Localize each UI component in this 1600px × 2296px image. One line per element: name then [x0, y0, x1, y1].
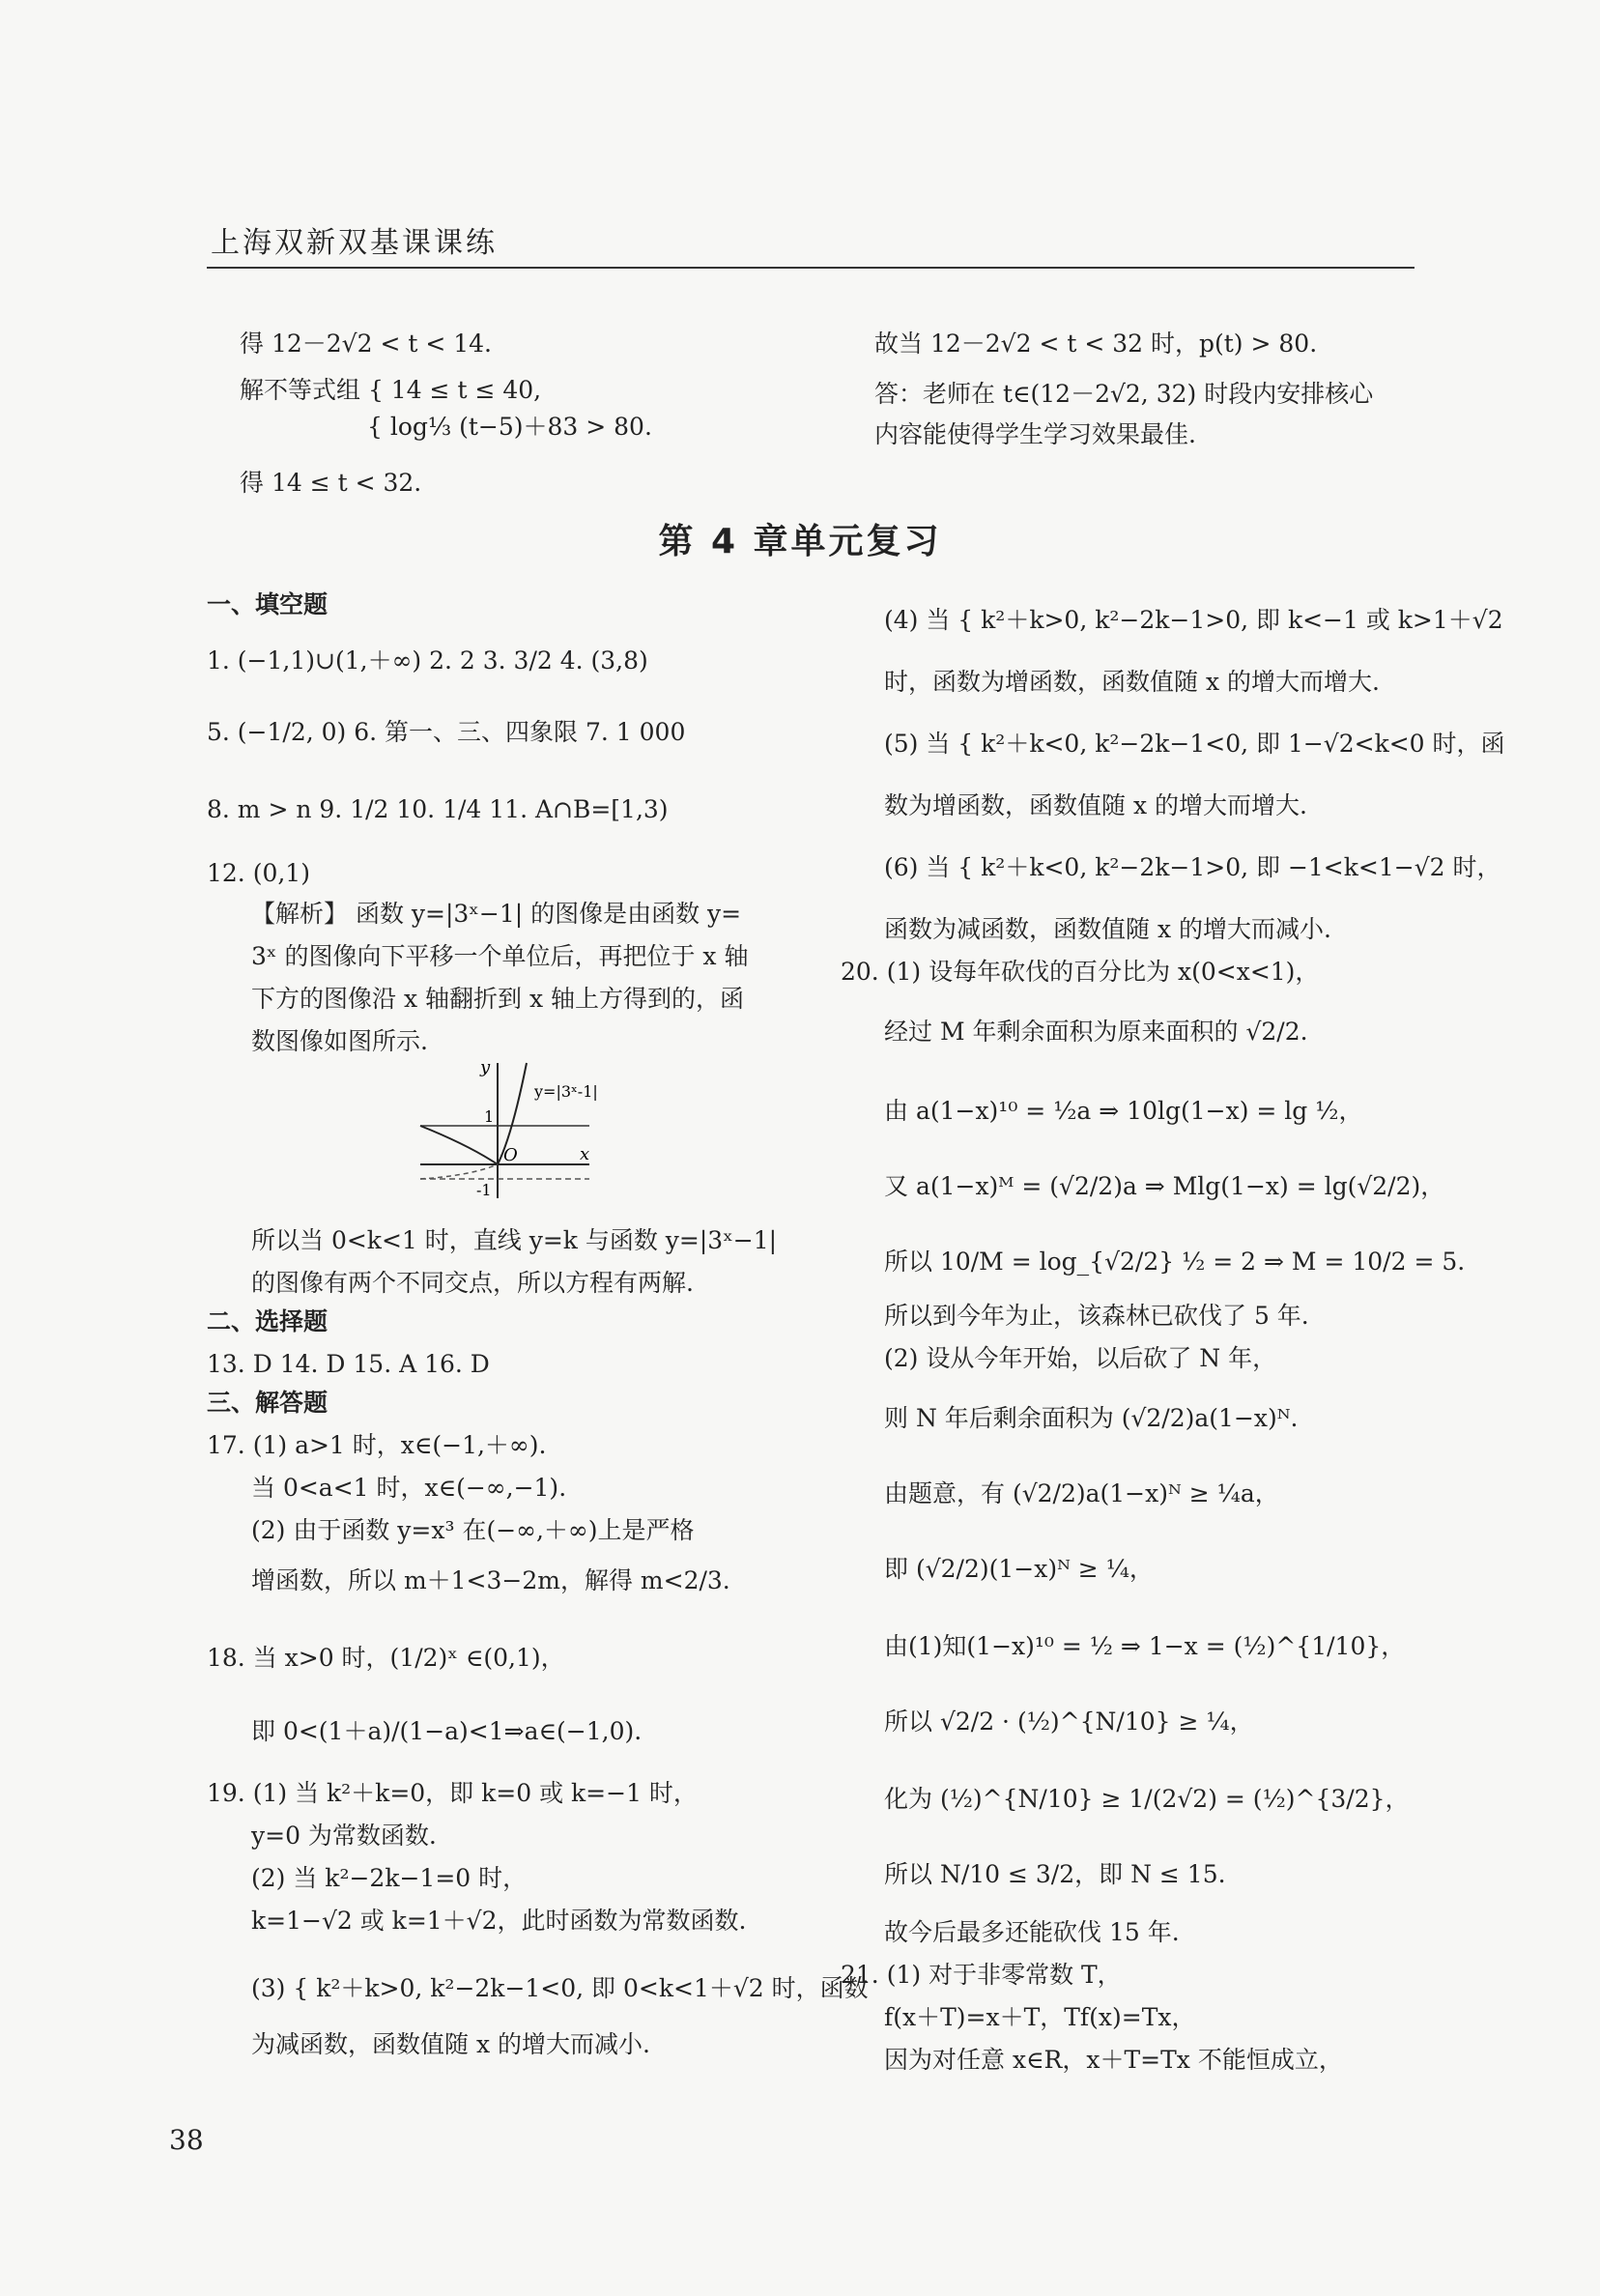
solution-line: (4) 当 { k²＋k>0, k²−2k−1>0, 即 k<−1 或 k>1＋√2 — [884, 606, 1503, 634]
solution-line: 增函数，所以 m＋1<3−2m，解得 m<2/3. — [251, 1566, 730, 1594]
section-fill-in: 一、填空题 — [207, 590, 329, 618]
solution-line: f(x＋T)=x＋T，Tf(x)=Tx， — [884, 2003, 1196, 2031]
solution-line: 又 a(1−x)ᴹ = (√2/2)a ⇒ Mlg(1−x) = lg(√2/2)， — [884, 1172, 1445, 1200]
solution-line: (2) 设从今年开始，以后砍了 N 年， — [884, 1344, 1277, 1372]
top-right-line-3: 内容能使得学生学习效果最佳. — [874, 420, 1196, 448]
x-axis-label: x — [580, 1144, 590, 1164]
solution-line: (2) 当 k²−2k−1=0 时， — [251, 1864, 528, 1892]
solution-line: 时，函数为增函数，函数值随 x 的增大而增大. — [884, 668, 1380, 696]
solution-line: 函数为减函数，函数值随 x 的增大而减小. — [884, 915, 1331, 943]
solution-line: 故今后最多还能砍伐 15 年. — [884, 1918, 1180, 1946]
solution-line: 当 0<a<1 时，x∈(−∞,−1). — [251, 1474, 567, 1502]
page-number: 38 — [169, 2124, 204, 2156]
top-left-line-1: 得 12－2√2 < t < 14. — [240, 330, 492, 358]
chapter-title: 第 4 章单元复习 — [658, 522, 942, 561]
solution-line: 则 N 年后剩余面积为 (√2/2)a(1−x)ᴺ. — [884, 1404, 1299, 1432]
reflected-curve — [420, 1164, 498, 1179]
solution-line: 化为 (½)^{N/10} ≥ 1/(2√2) = (½)^{3/2}， — [884, 1785, 1410, 1813]
curve-label: y=|3ˣ-1| — [534, 1082, 598, 1101]
header-rule — [207, 267, 1414, 269]
solution-line: 即 0<(1＋a)/(1−a)<1⇒a∈(−1,0). — [251, 1717, 643, 1745]
answer-line: 5. (−1/2, 0) 6. 第一、三、四象限 7. 1 000 — [207, 718, 686, 746]
origin-label: O — [503, 1145, 518, 1165]
solution-line: 19. (1) 当 k²＋k=0，即 k=0 或 k=−1 时， — [207, 1779, 698, 1807]
solution-line: 17. (1) a>1 时，x∈(−1,＋∞). — [207, 1431, 547, 1459]
analysis-line: 【解析】 函数 y=|3ˣ−1| 的图像是由函数 y= — [251, 900, 742, 928]
function-graph — [411, 1058, 604, 1203]
running-header: 上海双新双基课课练 — [211, 226, 498, 260]
analysis-line: 的图像有两个不同交点，所以方程有两解. — [251, 1269, 694, 1297]
analysis-line: 3ˣ 的图像向下平移一个单位后，再把位于 x 轴 — [251, 942, 749, 970]
tick-one-label: 1 — [484, 1107, 495, 1126]
solution-line: 由题意，有 (√2/2)a(1−x)ᴺ ≥ ¼a， — [884, 1479, 1279, 1507]
solution-line: 20. (1) 设每年砍伐的百分比为 x(0<x<1)， — [841, 958, 1320, 986]
analysis-line: 下方的图像沿 x 轴翻折到 x 轴上方得到的，函 — [251, 985, 744, 1013]
tick-neg-one-label: -1 — [476, 1181, 492, 1199]
solution-line: 由(1)知(1−x)¹⁰ = ½ ⇒ 1−x = (½)^{1/10}， — [884, 1632, 1406, 1660]
section-choice: 二、选择题 — [207, 1307, 329, 1335]
solution-line: 所以到今年为止，该森林已砍伐了 5 年. — [884, 1302, 1309, 1330]
top-left-line-4: 得 14 ≤ t < 32. — [240, 469, 422, 497]
solution-line: (2) 由于函数 y=x³ 在(−∞,＋∞)上是严格 — [251, 1516, 695, 1544]
y-axis-label: y — [480, 1058, 491, 1077]
solution-line: (5) 当 { k²＋k<0, k²−2k−1<0, 即 1−√2<k<0 时，函 — [884, 730, 1505, 758]
answer-line: 13. D 14. D 15. A 16. D — [207, 1350, 490, 1378]
analysis-line: 数图像如图所示. — [251, 1027, 428, 1055]
answer-line: 12. (0,1) — [207, 859, 310, 887]
top-left-line-2: 解不等式组 { 14 ≤ t ≤ 40, — [240, 376, 542, 404]
solution-line: (6) 当 { k²＋k<0, k²−2k−1>0, 即 −1<k<1−√2 时， — [884, 853, 1501, 881]
solution-line: 所以 N/10 ≤ 3/2，即 N ≤ 15. — [884, 1860, 1226, 1888]
answer-line: 1. (−1,1)∪(1,＋∞) 2. 2 3. 3/2 4. (3,8) — [207, 646, 648, 674]
solution-line: y=0 为常数函数. — [251, 1822, 437, 1850]
solution-line: 因为对任意 x∈R，x＋T=Tx 不能恒成立， — [884, 2046, 1343, 2074]
solution-line: 21. (1) 对于非零常数 T， — [841, 1961, 1122, 1989]
solution-line: 所以 10/M = log_{√2/2} ½ = 2 ⇒ M = 10/2 = 5. — [884, 1248, 1466, 1276]
solution-line: 数为增函数，函数值随 x 的增大而增大. — [884, 791, 1307, 819]
top-left-line-3: { log⅓ (t−5)＋83 > 80. — [367, 413, 652, 441]
solution-line: k=1−√2 或 k=1＋√2，此时函数为常数函数. — [251, 1907, 747, 1935]
solution-line: 即 (√2/2)(1−x)ᴺ ≥ ¼， — [884, 1555, 1154, 1583]
solution-line: 18. 当 x>0 时，(1/2)ˣ ∈(0,1)， — [207, 1644, 565, 1672]
analysis-line: 所以当 0<k<1 时，直线 y=k 与函数 y=|3ˣ−1| — [251, 1226, 778, 1254]
solution-line: 经过 M 年剩余面积为原来面积的 √2/2. — [884, 1018, 1308, 1046]
solution-line: (3) { k²＋k>0, k²−2k−1<0, 即 0<k<1＋√2 时，函数 — [251, 1974, 869, 2002]
solution-line: 为减函数，函数值随 x 的增大而减小. — [251, 2030, 650, 2058]
solution-line: 由 a(1−x)¹⁰ = ½a ⇒ 10lg(1−x) = lg ½， — [884, 1097, 1363, 1125]
top-right-line-2: 答：老师在 t∈(12－2√2, 32) 时段内安排核心 — [874, 380, 1374, 408]
section-solution: 三、解答题 — [207, 1389, 329, 1417]
answer-line: 8. m > n 9. 1/2 10. 1/4 11. A∩B=[1,3) — [207, 795, 669, 823]
top-right-line-1: 故当 12－2√2 < t < 32 时，p(t) > 80. — [874, 330, 1318, 358]
solution-line: 所以 √2/2 · (½)^{N/10} ≥ ¼， — [884, 1708, 1254, 1736]
